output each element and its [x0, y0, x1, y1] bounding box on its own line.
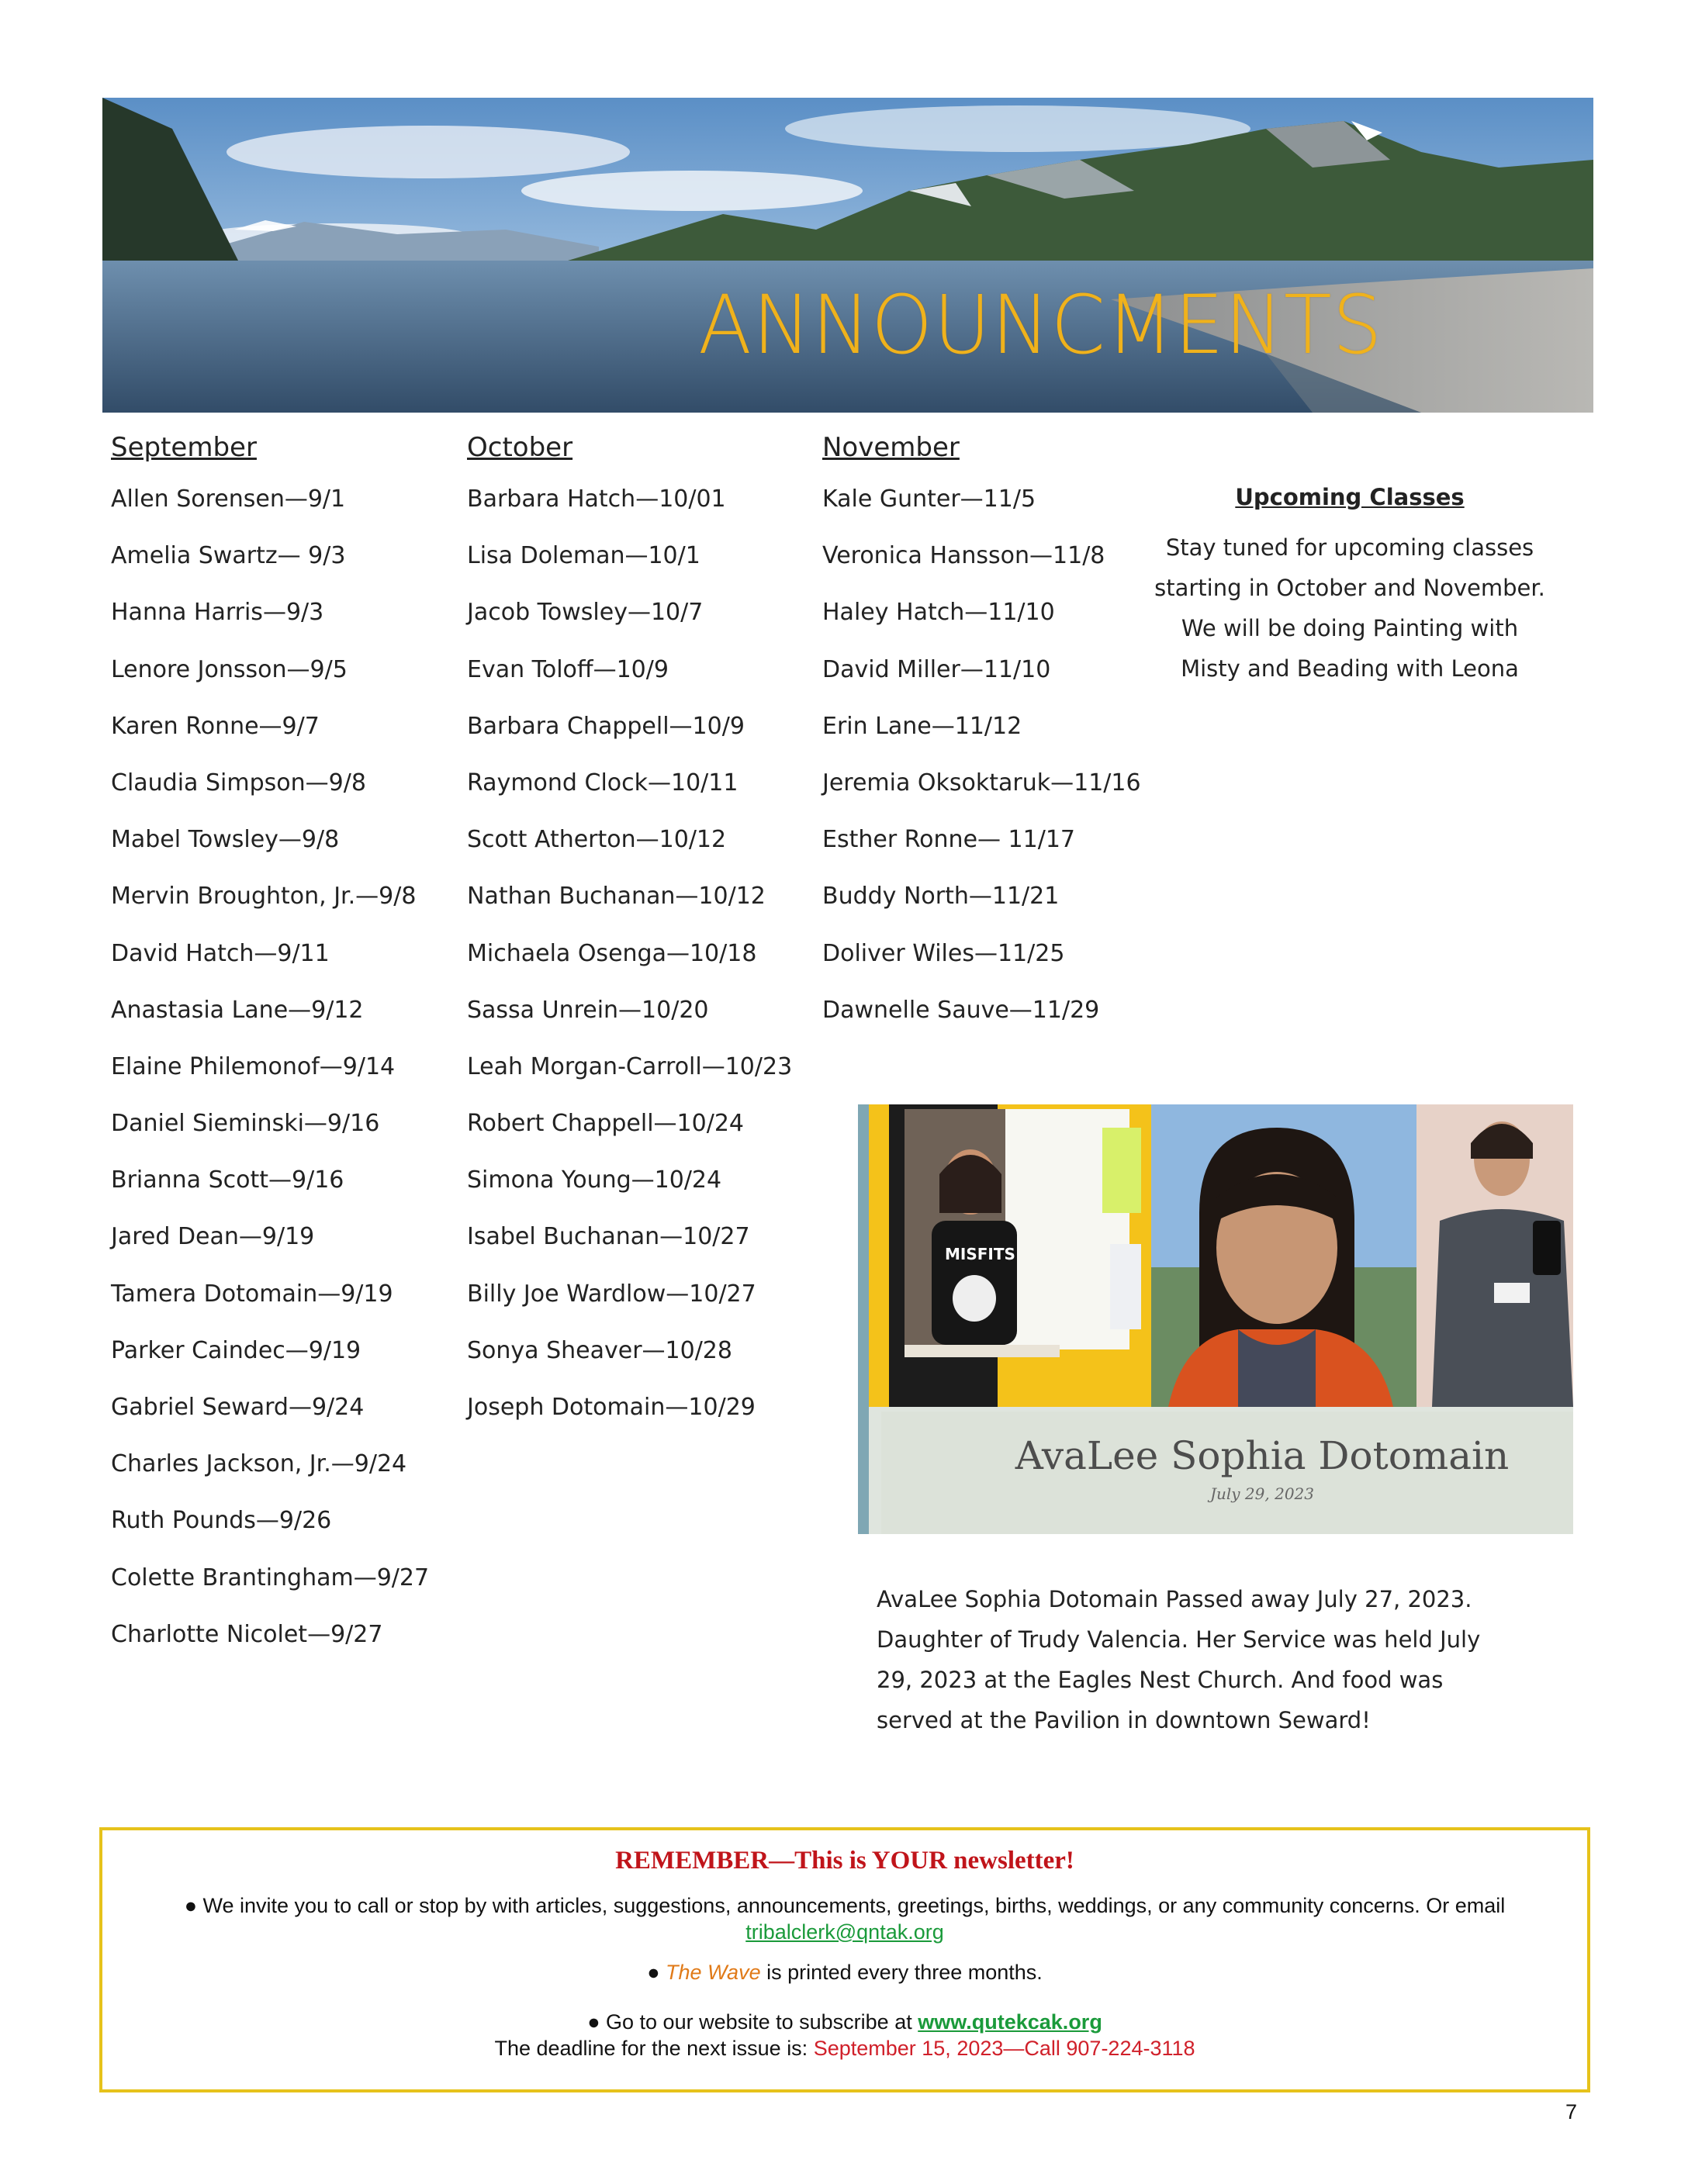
list-item: Allen Sorensen—9/1 — [111, 486, 346, 513]
november-birthdays — [822, 428, 1164, 1050]
reminder-heading: REMEMBER—This is YOUR newsletter! — [615, 1847, 1074, 1875]
list-item: Isabel Buchanan—10/27 — [467, 1223, 750, 1251]
list-item: Tamera Dotomain—9/19 — [111, 1280, 393, 1308]
september-birthdays — [111, 428, 452, 1674]
october-heading: October — [467, 432, 573, 463]
wave-paragraph — [102, 1959, 1587, 1985]
list-item: Mabel Towsley—9/8 — [111, 826, 340, 854]
list-item: Scott Atherton—10/12 — [467, 826, 727, 854]
list-item: Hanna Harris—9/3 — [111, 599, 324, 627]
list-item: Simona Young—10/24 — [467, 1166, 722, 1194]
list-item: Raymond Clock—10/11 — [467, 769, 738, 797]
september-list — [111, 482, 452, 1674]
list-item: Barbara Chappell—10/9 — [467, 712, 745, 740]
upcoming-classes — [1148, 478, 1551, 689]
list-item: Jacob Towsley—10/7 — [467, 599, 704, 627]
deadline-value: September 15, 2023—Call 907-224-3118 — [813, 2037, 1195, 2060]
list-item: Veronica Hansson—11/8 — [822, 542, 1105, 570]
list-item: Charles Jackson, Jr.—9/24 — [111, 1450, 407, 1478]
deadline-line — [102, 2035, 1587, 2061]
list-item: David Miller—11/10 — [822, 655, 1051, 683]
list-item: Evan Toloff—10/9 — [467, 655, 669, 683]
list-item: Jeremia Oksoktaruk—11/16 — [822, 769, 1141, 797]
bullet-icon: ● — [184, 1894, 197, 1917]
list-item: Anastasia Lane—9/12 — [111, 996, 364, 1024]
list-item: Doliver Wiles—11/25 — [822, 939, 1065, 967]
wave-title: The Wave — [666, 1961, 761, 1984]
list-item: Esther Ronne— 11/17 — [822, 826, 1076, 854]
november-list — [822, 482, 1164, 1050]
list-item: Ruth Pounds—9/26 — [111, 1507, 332, 1535]
list-item: Mervin Broughton, Jr.—9/8 — [111, 883, 417, 911]
wave-text: is printed every three months. — [766, 1961, 1043, 1984]
list-item: David Hatch—9/11 — [111, 939, 330, 967]
list-item: Buddy North—11/21 — [822, 883, 1060, 911]
list-item: Sonya Sheaver—10/28 — [467, 1336, 732, 1364]
list-item: Colette Brantingham—9/27 — [111, 1564, 430, 1591]
list-item: Karen Ronne—9/7 — [111, 712, 320, 740]
list-item: Jared Dean—9/19 — [111, 1223, 315, 1251]
list-item: Charlotte Nicolet—9/27 — [111, 1620, 383, 1648]
deadline-label: The deadline for the next issue is: — [494, 2037, 808, 2060]
list-item: Leah Morgan-Carroll—10/23 — [467, 1052, 793, 1080]
november-heading: November — [822, 432, 960, 463]
list-item: Barbara Hatch—10/01 — [467, 486, 726, 513]
invite-text: We invite you to call or stop by with articles, suggestions, announcements, greetings, births, weddings, or any community concerns. Or email — [202, 1894, 1506, 1917]
subscribe-text: Go to our website to subscribe at — [606, 2010, 912, 2034]
list-item: Lenore Jonsson—9/5 — [111, 655, 348, 683]
october-birthdays — [467, 428, 808, 1447]
october-list — [467, 482, 808, 1447]
bullet-icon: ● — [587, 2010, 600, 2034]
list-item: Sassa Unrein—10/20 — [467, 996, 709, 1024]
list-item: Lisa Doleman—10/1 — [467, 542, 700, 570]
list-item: Daniel Sieminski—9/16 — [111, 1110, 380, 1138]
list-item: Claudia Simpson—9/8 — [111, 769, 366, 797]
list-item: Haley Hatch—11/10 — [822, 599, 1055, 627]
list-item: Michaela Osenga—10/18 — [467, 939, 757, 967]
email-link[interactable]: tribalclerk@qntak.org — [745, 1920, 944, 1944]
memorial-photo — [858, 1104, 1573, 1534]
september-heading: September — [111, 432, 257, 463]
shirt-text: MISFITS — [945, 1245, 1015, 1263]
list-item: Dawnelle Sauve—11/29 — [822, 996, 1100, 1024]
page-number: 7 — [1565, 2100, 1578, 2124]
subscribe-paragraph — [102, 2009, 1587, 2035]
announcements-banner — [102, 98, 1593, 413]
list-item: Billy Joe Wardlow—10/27 — [467, 1280, 756, 1308]
list-item: Erin Lane—11/12 — [822, 712, 1022, 740]
list-item: Elaine Philemonof—9/14 — [111, 1052, 396, 1080]
list-item: Gabriel Seward—9/24 — [111, 1394, 365, 1421]
banner-title: ANNOUNCMENTS — [698, 278, 1383, 372]
list-item: Amelia Swartz— 9/3 — [111, 542, 346, 570]
list-item: Brianna Scott—9/16 — [111, 1166, 344, 1194]
bullet-icon: ● — [647, 1961, 660, 1984]
memorial-photo-name: AvaLee Sophia Dotomain — [1015, 1433, 1510, 1478]
newsletter-reminder-box — [99, 1827, 1590, 2092]
list-item: Kale Gunter—11/5 — [822, 486, 1036, 513]
list-item: Nathan Buchanan—10/12 — [467, 883, 766, 911]
list-item: Parker Caindec—9/19 — [111, 1336, 361, 1364]
upcoming-classes-text: Stay tuned for upcoming classes starting in October and November. We will be doing Painting with Misty and Beading with Leona — [1154, 534, 1545, 682]
website-link[interactable]: www.qutekcak.org — [918, 2010, 1102, 2034]
memorial-photo-date: July 29, 2023 — [1209, 1484, 1314, 1503]
memorial-text: AvaLee Sophia Dotomain Passed away July 27, 2023. Daughter of Trudy Valencia. Her Service was held July 29, 2023 at the Eagles Nest Church. And food was served at the Pavilion in downtown Seward! — [877, 1586, 1481, 1733]
invite-paragraph — [133, 1892, 1556, 1945]
upcoming-classes-heading: Upcoming Classes — [1235, 484, 1465, 510]
list-item: Robert Chappell—10/24 — [467, 1110, 744, 1138]
list-item: Joseph Dotomain—10/29 — [467, 1394, 756, 1421]
